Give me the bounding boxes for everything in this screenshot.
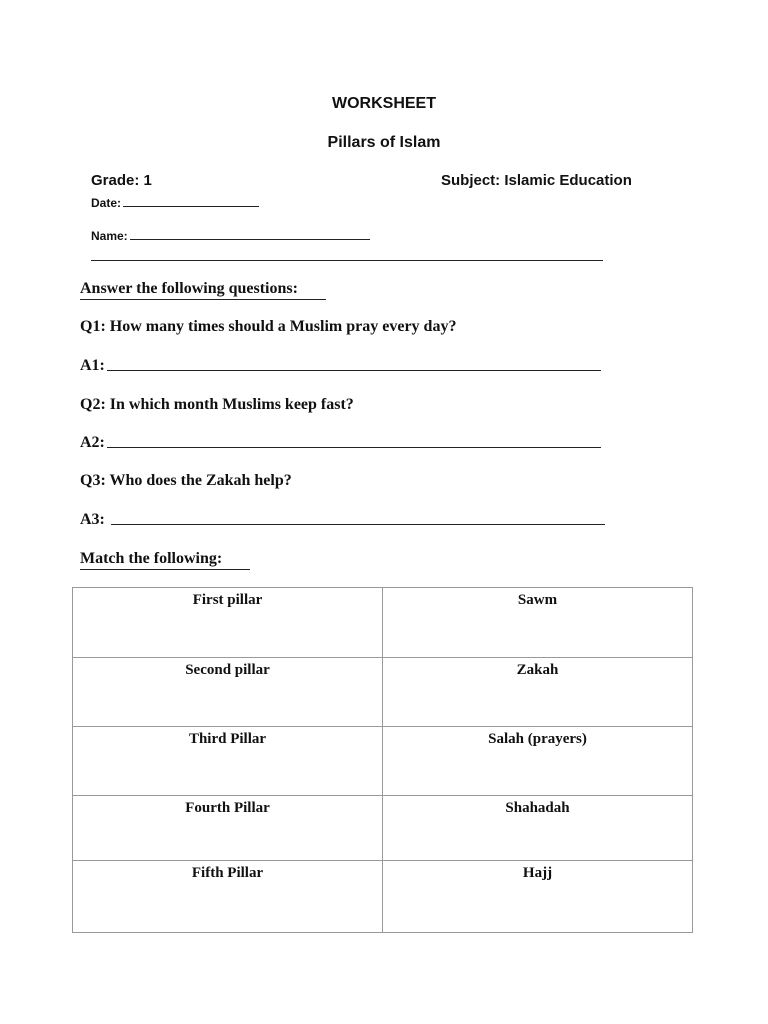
worksheet-title: WORKSHEET bbox=[332, 95, 436, 112]
answer-2 bbox=[80, 434, 601, 452]
pillar-cell: First pillar bbox=[73, 588, 383, 658]
pillar-cell: Fourth Pillar bbox=[73, 796, 383, 861]
worksheet-subtitle: Pillars of Islam bbox=[327, 134, 441, 151]
answer-3-label: A3: bbox=[80, 511, 105, 528]
pillar-cell: Second pillar bbox=[73, 658, 383, 727]
practice-cell: Salah (prayers) bbox=[383, 727, 693, 796]
table-row bbox=[73, 658, 693, 727]
practice-cell: Shahadah bbox=[383, 796, 693, 861]
name-blank-line bbox=[130, 229, 370, 240]
date-blank-line bbox=[123, 196, 259, 207]
question-2: Q2: In which month Muslims keep fast? bbox=[80, 396, 354, 413]
answer-1-label: A1: bbox=[80, 357, 105, 374]
answer-2-label: A2: bbox=[80, 434, 105, 451]
pillar-cell: Third Pillar bbox=[73, 727, 383, 796]
pillar-cell: Fifth Pillar bbox=[73, 861, 383, 933]
question-1: Q1: How many times should a Muslim pray every day? bbox=[80, 318, 457, 335]
table-row bbox=[73, 588, 693, 658]
answer-3-line bbox=[111, 512, 605, 525]
date-label: Date: bbox=[91, 196, 122, 210]
practice-cell: Hajj bbox=[383, 861, 693, 933]
date-field bbox=[91, 196, 259, 210]
grade-label: Grade: 1 bbox=[91, 172, 152, 189]
answer-1 bbox=[80, 357, 601, 375]
table-row bbox=[73, 861, 693, 933]
table-row bbox=[73, 796, 693, 861]
separator-line bbox=[91, 260, 603, 261]
answer-2-line bbox=[107, 435, 601, 448]
subject-label: Subject: Islamic Education bbox=[441, 172, 632, 189]
practice-cell: Zakah bbox=[383, 658, 693, 727]
answer-3 bbox=[80, 511, 605, 529]
practice-cell: Sawm bbox=[383, 588, 693, 658]
answer-1-line bbox=[107, 358, 601, 371]
name-label: Name: bbox=[91, 229, 128, 243]
question-3: Q3: Who does the Zakah help? bbox=[80, 472, 292, 489]
name-field bbox=[91, 229, 370, 243]
table-row bbox=[73, 727, 693, 796]
match-heading: Match the following: bbox=[80, 550, 250, 570]
match-table bbox=[72, 587, 693, 933]
questions-heading: Answer the following questions: bbox=[80, 280, 326, 300]
